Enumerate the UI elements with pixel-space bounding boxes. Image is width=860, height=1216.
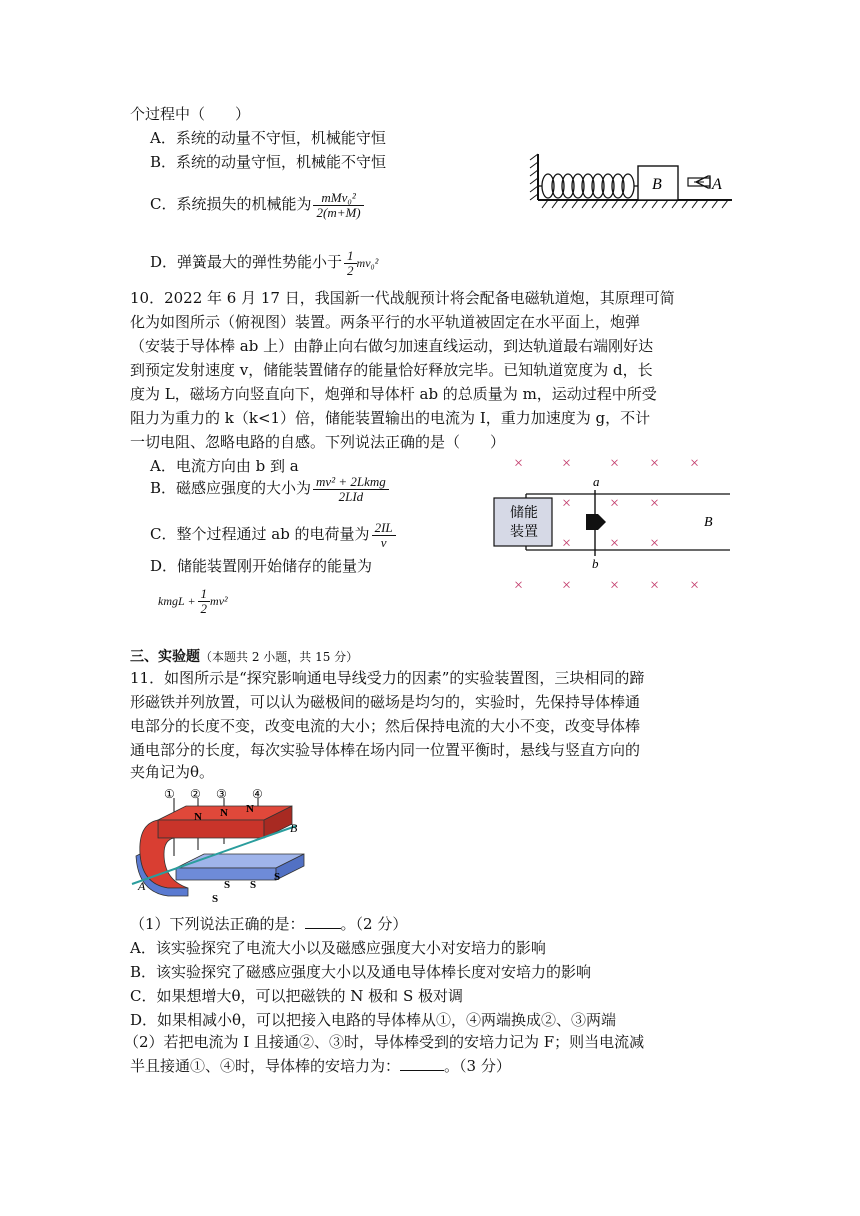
label-b: B [652,176,662,193]
q10-stem-line3: （安装于导体棒 ab 上）由静止向右做匀加速直线运动，到达轨道最右端刚好达 [130,337,654,355]
svg-text:×: × [610,577,620,594]
q9-option-a[interactable]: A．系统的动量不守恒，机械能守恒 [150,129,386,147]
q11-option-b[interactable]: B．该实验探究了磁感应强度大小以及通电导体棒长度对安培力的影响 [130,963,592,981]
svg-text:储能: 储能 [510,506,538,521]
q10-stem-line1: 10．2022 年 6 月 17 日，我国新一代战舰预计将会配备电磁轨道炮，其原理可简 [130,289,675,307]
q11-stem-line3: 电部分的长度不变，改变电流的大小；然后保持电流的大小不变，改变导体棒 [130,717,641,735]
q10-option-d[interactable]: D．储能装置刚开始储存的能量为 [150,557,373,575]
svg-text:S: S [250,879,257,891]
svg-text:×: × [562,495,572,512]
svg-text:③: ③ [216,787,227,801]
svg-text:×: × [690,455,700,472]
svg-text:×: × [650,455,660,472]
svg-text:S: S [274,871,281,883]
q10-option-b[interactable] [150,466,389,510]
q10-stem-line4: 到预定发射速度 v，储能装置储存的能量恰好释放完毕。已知轨道宽度为 d，长 [130,361,653,379]
svg-text:N: N [220,807,228,819]
q11-stem-line2: 形磁铁并列放置，可以认为磁极间的磁场是均匀的，实验时，先保持导体棒通 [130,693,641,711]
svg-text:×: × [562,577,572,594]
q10-option-b-text: B．磁感应强度的大小为 [150,479,312,497]
svg-text:×: × [562,455,572,472]
q10-option-d-expression: kmgL + $\frac{1}{2}$ mv² [158,585,228,616]
svg-text:N: N [246,803,254,815]
bullet-a-icon [688,176,710,188]
svg-text:×: × [514,455,524,472]
projectile-icon [586,514,606,530]
svg-text:④: ④ [252,787,263,801]
svg-text:×: × [650,495,660,512]
q10-option-d-fraction: $\frac{1}{2}$ [198,587,211,616]
q11-stem-line5: 夹角记为θ。 [130,763,215,781]
svg-text:×: × [514,577,524,594]
q10-stem-line6: 阻力为重力的 k（k<1）倍，储能装置输出的电流为 I，重力加速度为 g，不计 [130,409,651,427]
svg-text:×: × [610,495,620,512]
svg-text:a: a [593,474,600,489]
svg-text:S: S [224,879,231,891]
svg-text:S: S [212,893,219,904]
svg-text:×: × [610,455,620,472]
q9-option-c-fraction: $\frac{\text{mMv₀²}}{2(m+M)}$ [313,191,363,220]
svg-text:×: × [610,535,620,552]
q9-option-d[interactable]: D．弹簧最大的弹性势能小于 $\frac{1}{2}$ mv₀² [150,247,379,278]
terminal-labels [164,787,263,801]
q9-option-d-text: D．弹簧最大的弹性势能小于 [150,253,343,271]
q9-option-c-text: C．系统损失的机械能为 [150,195,312,213]
svg-text:①: ① [164,787,175,801]
q10-stem-line7: 一切电阻、忽略电路的自感。下列说法正确的是（ ） [130,433,506,451]
q10-option-a[interactable]: A．电流方向由 b 到 a [150,457,299,475]
svg-text:b: b [592,556,599,571]
q11-stem-line4: 通电部分的长度，每次实验导体棒在场内同一位置平衡时，悬线与竖直方向的 [130,741,641,759]
section-heading: 三、实验题（本题共 2 小题，共 15 分） [130,649,359,665]
answer-blank-1[interactable] [305,914,341,929]
q11-sub2-line1: （2）若把电流为 I 且接通②、③时，导体棒受到的安培力记为 F；则当电流减 [124,1033,645,1051]
q10-option-b-fraction: $\frac{\text{mv² + 2Lkmg}}{\text{2LId}}$ [313,475,389,504]
q11-stem-line1: 11．如图所示是“探究影响通电导线受力的因素”的实验装置图，三块相同的蹄 [130,669,645,687]
q11-option-d[interactable]: D．如果相减小θ，可以把接入电路的导体棒从①，④两端换成②、③两端 [130,1011,617,1029]
svg-text:×: × [690,577,700,594]
q10-option-c-fraction: $\frac{2IL}{v}$ [372,521,396,550]
q9-stem-tail: 个过程中（ ） [130,105,251,123]
svg-text:②: ② [190,787,201,801]
q11-figure-magnets [128,784,318,904]
q10-figure-railgun [490,450,735,600]
svg-text:B: B [704,515,713,530]
q10-stem-line5: 度为 L，磁场方向竖直向下，炮弹和导体杆 ab 的总质量为 m，运动过程中所受 [130,385,657,403]
q9-option-c[interactable] [150,182,364,226]
answer-blank-2[interactable] [400,1056,444,1071]
svg-text:B: B [290,821,298,835]
q11-option-a[interactable]: A．该实验探究了电流大小以及磁感应强度大小对安培力的影响 [130,939,546,957]
svg-text:×: × [650,535,660,552]
q9-figure-spring-block [528,150,734,216]
q9-option-b[interactable]: B．系统的动量守恒，机械能不守恒 [150,153,387,171]
label-a: A [712,176,722,193]
svg-text:装置: 装置 [510,525,538,540]
q10-option-c-text: C．整个过程通过 ab 的电荷量为 [150,525,370,543]
svg-text:×: × [650,577,660,594]
q11-sub1: （1）下列说法正确的是： 。（2 分） [130,915,408,933]
spring-icon [538,174,638,198]
q9-option-d-fraction: $\frac{1}{2}$ [344,249,357,278]
q11-option-c[interactable]: C．如果想增大θ，可以把磁铁的 N 极和 S 极对调 [130,987,463,1005]
q11-sub2-line2: 半且接通①、④时，导体棒的安培力为： 。（3 分） [130,1057,511,1075]
svg-text:A: A [138,879,146,893]
svg-text:×: × [562,535,572,552]
q10-option-c[interactable] [150,512,396,556]
svg-text:N: N [194,811,202,823]
q10-stem-line2: 化为如图所示（俯视图）装置。两条平行的水平轨道被固定在水平面上，炮弹 [130,313,641,331]
